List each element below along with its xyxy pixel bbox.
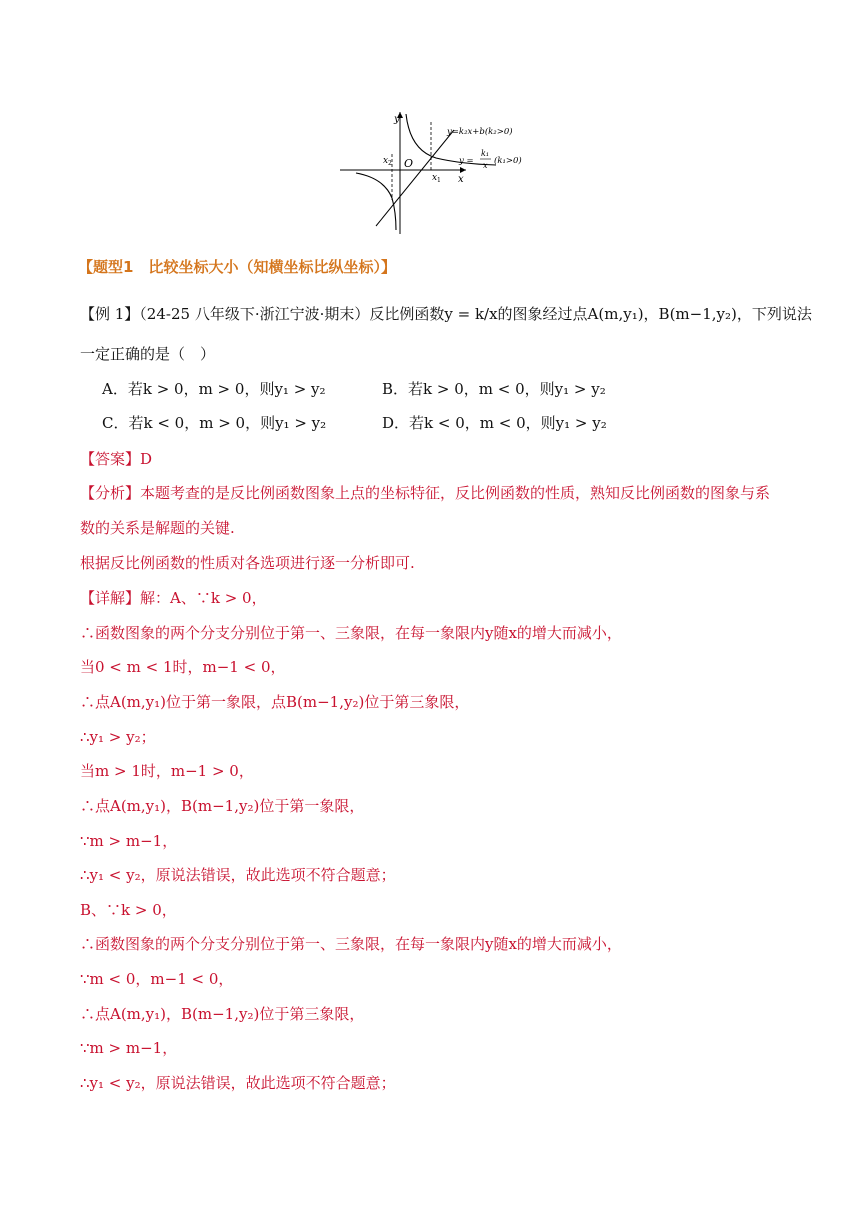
x-axis-label: x [458,174,464,185]
detail-line: 【详解】解：A、∵k > 0， [80,589,267,607]
linear-function-line [376,130,454,226]
detail-line: ∴函数图象的两个分支分别位于第一、三象限，在每一象限内y随x的增大而减小， [80,935,622,953]
detail-line: ∵m > m−1， [80,832,178,850]
x2-subscript: 2 [388,160,392,167]
option-d: D．若k < 0，m < 0，则y₁ > y₂ [382,414,607,432]
option-a: A．若k > 0，m > 0，则y₁ > y₂ [102,380,326,398]
detail-line: ∴点A(m,y₁)，B(m−1,y₂)位于第三象限， [80,1005,365,1023]
detail-line: ∴y₁ > y₂； [80,728,156,746]
answer-line: 【答案】D [80,450,153,468]
analysis-line-3: 根据反比例函数的性质对各选项进行逐一分析即可. [80,554,415,572]
x2-label: x [383,156,389,166]
hyperbola-branch-2 [356,173,396,230]
detail-line: ∴点A(m,y₁)，B(m−1,y₂)位于第一象限， [80,797,365,815]
hyperbola-denominator: x [483,161,488,170]
detail-line: 当0 < m < 1时，m−1 < 0， [80,658,286,676]
example-stem-line-2: 一定正确的是（ ） [80,345,216,363]
origin-label: O [404,157,414,170]
option-b: B．若k > 0，m < 0，则y₁ > y₂ [382,380,606,398]
detail-line: ∴y₁ < y₂，原说法错误，故此选项不符合题意； [80,866,396,884]
x1-subscript: 1 [437,177,441,184]
detail-line: ∵m > m−1， [80,1039,178,1057]
detail-line: 当m > 1时，m−1 > 0， [80,762,254,780]
analysis-line-1: 【分析】本题考查的是反比例函数图象上点的坐标特征，反比例函数的性质，熟知反比例函数的图象与系 [80,484,771,502]
line-equation-label: y=k₂x+b(k₂>0) [447,127,513,137]
hyperbola-label-prefix: y = [459,156,474,166]
detail-line: ∴y₁ < y₂，原说法错误，故此选项不符合题意； [80,1074,396,1092]
x1-label: x [432,173,438,183]
hyperbola-numerator: k₁ [481,149,490,158]
x-axis-arrow [460,167,466,173]
option-c: C．若k < 0，m > 0，则y₁ > y₂ [102,414,327,432]
detail-line: ∵m < 0，m−1 < 0， [80,970,234,988]
detail-line: ∴函数图象的两个分支分别位于第一、三象限，在每一象限内y随x的增大而减小， [80,624,622,642]
y-axis-label: y [394,114,400,125]
function-graph-figure [336,108,536,238]
question-type-heading: 【题型1 比较坐标大小（知横坐标比纵坐标）】 [78,258,396,276]
function-graph-svg [336,108,536,238]
analysis-line-2: 数的关系是解题的关键. [80,519,235,537]
detail-line: B、∵k > 0， [80,901,177,919]
hyperbola-condition: (k₁>0) [494,156,522,166]
detail-line: ∴点A(m,y₁)位于第一象限，点B(m−1,y₂)位于第三象限， [80,693,470,711]
example-stem-line-1: 【例 1】（24-25 八年级下·浙江宁波·期末）反比例函数y = k/x的图象经过点A(m,y₁)，B(m−1,y₂)，下列说法 [80,305,812,323]
